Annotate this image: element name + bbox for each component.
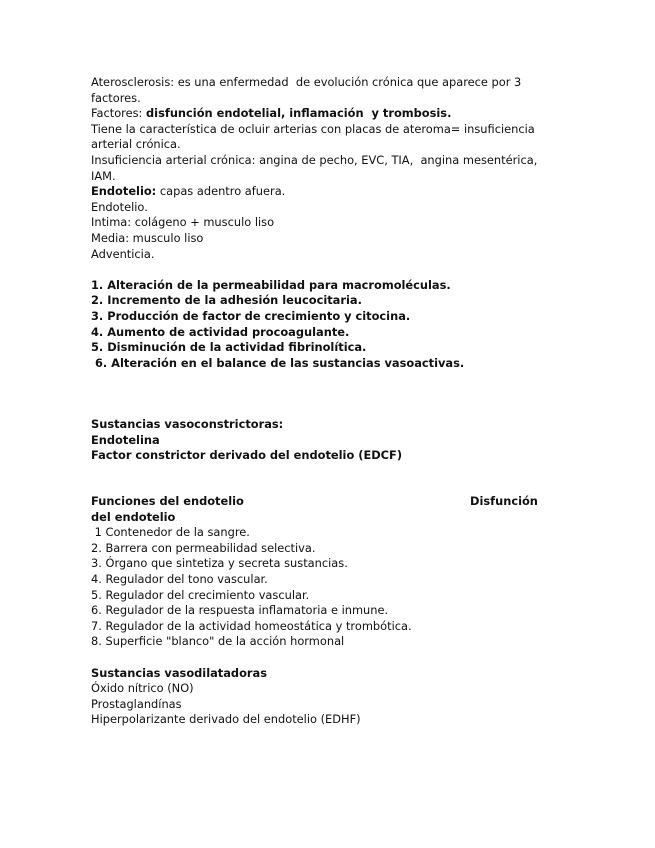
vasoconstrictors-title: Sustancias vasoconstrictoras: <box>91 417 284 432</box>
vasodilator-item: Hiperpolarizante derivado del endotelio (EDHF) <box>91 712 361 727</box>
document-body <box>91 75 561 728</box>
vasoconstrictor-item: Factor constrictor derivado del endotelio (EDCF) <box>91 448 403 463</box>
intro-ocludes-line-1: Tiene la característica de ocluir arterias con placas de ateroma= insuficiencia <box>91 121 535 136</box>
intro-ocludes-line-2: arterial crónica. <box>91 137 181 152</box>
vasodilator-item: Óxido nítrico (NO) <box>91 681 194 696</box>
intro-athero-line-2: factores. <box>91 90 141 105</box>
dysfunction-item: 2. Incremento de la adhesión leucocitaria. <box>91 293 362 308</box>
layer-item: Endotelio. <box>91 199 148 214</box>
vasodilator-item: Prostaglandínas <box>91 696 182 711</box>
factors-value: disfunción endotelial, inflamación y trombosis. <box>146 106 452 121</box>
dysfunction-item: 3. Producción de factor de crecimiento y citocina. <box>91 308 411 323</box>
layer-item: Adventicia. <box>91 246 155 261</box>
functions-title-right: Disfunción <box>470 494 538 509</box>
function-item: 2. Barrera con permeabilidad selectiva. <box>91 540 316 555</box>
dysfunction-item: 5. Disminución de la actividad fibrinolítica. <box>91 340 367 355</box>
intro-athero-line-1: Aterosclerosis: es una enfermedad de evolución crónica que aparece por 3 <box>91 75 522 89</box>
functions-title-wrap: del endotelio <box>91 509 176 524</box>
function-item: 8. Superficie "blanco" de la acción hormonal <box>91 634 345 649</box>
dysfunction-item: 6. Alteración en el balance de las sustancias vasoactivas. <box>91 355 465 370</box>
intro-factors-line <box>91 106 561 122</box>
layer-item: Media: musculo liso <box>91 230 204 245</box>
layer-item: Intima: colágeno + musculo liso <box>91 215 275 230</box>
vasodilators-title: Sustancias vasodilatadoras <box>91 665 267 680</box>
vasoconstrictor-item: Endotelina <box>91 432 160 447</box>
function-item: 1 Contenedor de la sangre. <box>91 525 250 540</box>
intro-insuf-line-2: IAM. <box>91 168 116 183</box>
function-item: 7. Regulador de la actividad homeostática y trombótica. <box>91 618 412 633</box>
function-item: 6. Regulador de la respuesta inflamatoria e inmune. <box>91 603 389 618</box>
endotelio-line <box>91 184 561 200</box>
function-item: 4. Regulador del tono vascular. <box>91 572 268 587</box>
function-item: 3. Órgano que sintetiza y secreta sustancias. <box>91 556 348 571</box>
intro-insuf-line-1: Insuficiencia arterial crónica: angina de pecho, EVC, TIA, angina mesentérica, <box>91 152 538 167</box>
functions-title-left: Funciones del endotelio <box>91 494 244 509</box>
endotelio-value: capas adentro afuera. <box>156 184 286 199</box>
factors-label: Factores: <box>91 106 147 121</box>
function-item: 5. Regulador del crecimiento vascular. <box>91 587 310 602</box>
functions-title-row <box>91 494 561 510</box>
endotelio-label: Endotelio: <box>91 184 157 199</box>
dysfunction-item: 4. Aumento de actividad procoagulante. <box>91 324 350 339</box>
dysfunction-item: 1. Alteración de la permeabilidad para macromoléculas. <box>91 277 451 292</box>
